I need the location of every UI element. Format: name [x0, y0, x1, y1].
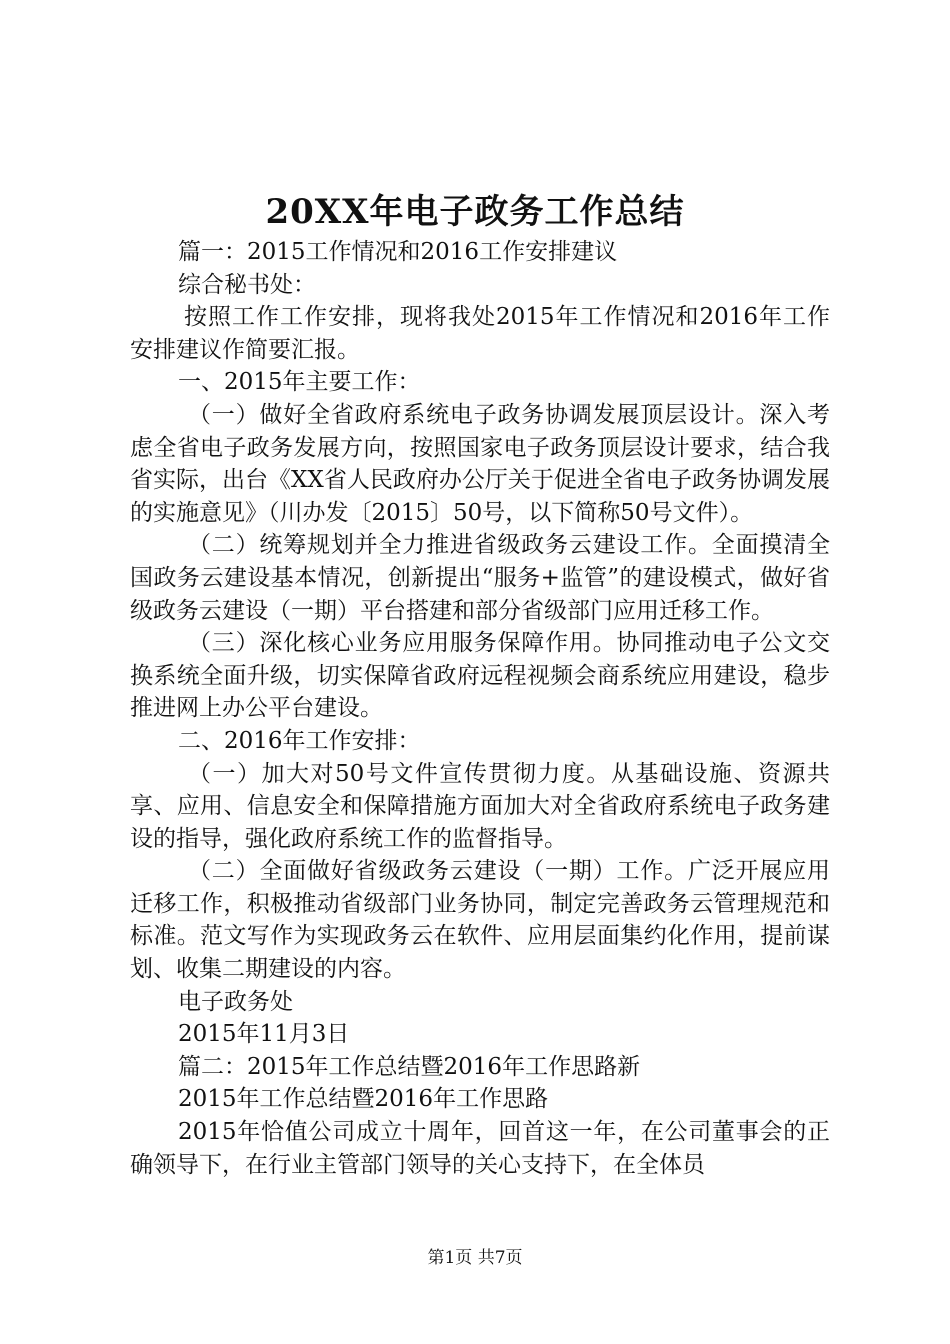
paragraph-2016-item-1: （一）加大对50号文件宣传贯彻力度。从基础设施、资源共享、应用、信息安全和保障措施方面加大对全省政府系统电子政务建设的指导，强化政府系统工作的监督指导。	[130, 760, 830, 852]
document-title: 20XX年电子政务工作总结	[265, 192, 685, 232]
section-heading-part1: 篇一：2015工作情况和2016工作安排建议	[178, 239, 618, 265]
document-body	[130, 236, 830, 1181]
paragraph-2015-item-2: （二）统筹规划并全力推进省级政务云建设工作。全面摸清全国政务云建设基本情况，创新提出“服务+监管”的建设模式，做好省级政务云建设（一期）平台搭建和部分省级部门应用迁移工作。	[130, 532, 830, 624]
paragraph-part2-intro: 2015年恰值公司成立十周年，回首这一年，在公司董事会的正确领导下，在行业主管部门领导的关心支持下，在全体员	[130, 1119, 830, 1178]
signature-date: 2015年11月3日	[178, 1021, 350, 1048]
heading-2016-plan: 二、2016年工作安排：	[178, 727, 421, 754]
addressee: 综合秘书处：	[178, 271, 316, 298]
paragraph-2015-item-3: （三）深化核心业务应用服务保障作用。协同推动电子公文交换系统全面升级，切实保障省政府远程视频会商系统应用建设，稳步推进网上办公平台建设。	[130, 630, 830, 722]
section-heading-part2: 篇二：2015年工作总结暨2016年工作思路新	[178, 1053, 641, 1080]
page-number: 第1页 共7页	[427, 1248, 523, 1268]
paragraph-2015-item-1: （一）做好全省政府系统电子政务协调发展顶层设计。深入考虑全省电子政务发展方向，按照国家电子政务顶层设计要求，结合我省实际，出台《XX省人民政府办公厅关于促进全省电子政务协调发展的实施意见》（川办发〔2015〕50号，以下简称50号文件）。	[130, 401, 830, 526]
heading-2015-work: 一、2015年主要工作：	[178, 369, 421, 396]
signature-department: 电子政务处	[178, 988, 293, 1015]
paragraph-2016-item-2: （二）全面做好省级政务云建设（一期）工作。广泛开展应用迁移工作，积极推动省级部门业务协同，制定完善政务云管理规范和标准。范文写作为实现政务云在软件、应用层面集约化作用，提前谋划、收集二期建设的内容。	[130, 858, 830, 983]
intro-paragraph: 按照工作工作安排，现将我处2015年工作情况和2016年工作安排建议作简要汇报。	[130, 304, 830, 363]
subtitle-part2: 2015年工作总结暨2016年工作思路	[178, 1086, 549, 1113]
